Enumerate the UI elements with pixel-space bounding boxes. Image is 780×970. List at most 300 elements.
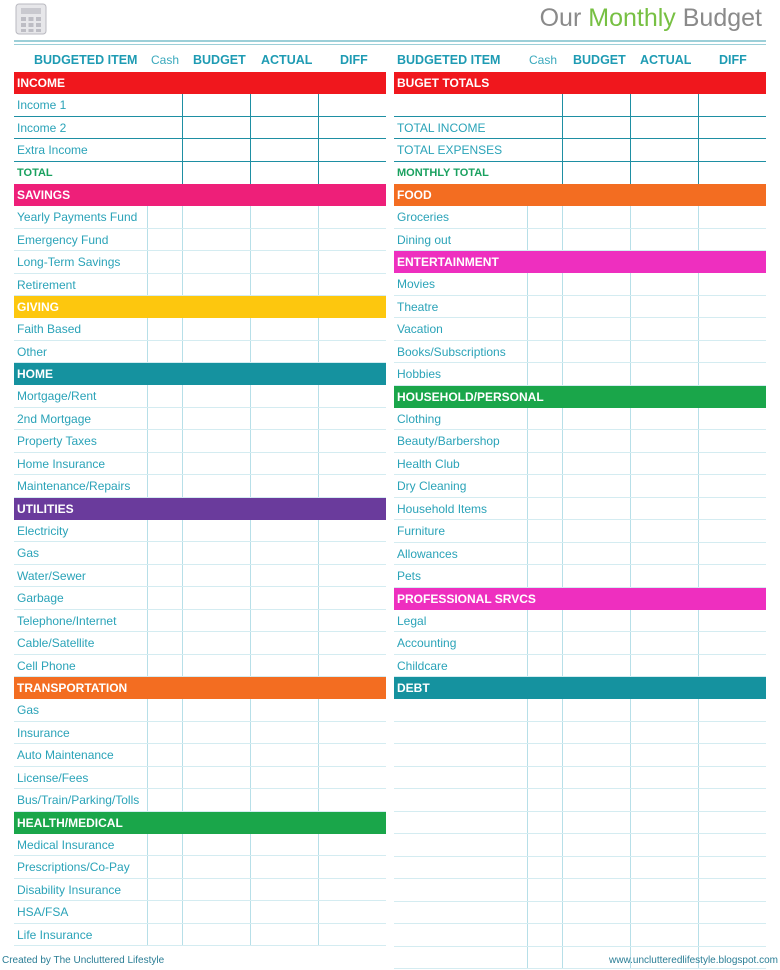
value-cell[interactable] bbox=[182, 408, 250, 430]
value-cell[interactable] bbox=[527, 610, 562, 632]
value-cell[interactable] bbox=[182, 542, 250, 564]
title-rule bbox=[14, 40, 766, 42]
value-cell[interactable] bbox=[250, 610, 318, 632]
value-cell[interactable] bbox=[147, 520, 182, 542]
value-cell[interactable] bbox=[182, 610, 250, 632]
value-cell[interactable] bbox=[562, 341, 630, 363]
value-cell[interactable] bbox=[527, 834, 562, 856]
value-cell[interactable] bbox=[698, 543, 766, 565]
value-cell[interactable] bbox=[527, 543, 562, 565]
cell-divider bbox=[527, 699, 528, 721]
cell-divider bbox=[182, 856, 183, 878]
col-header-diff-right: DIFF bbox=[719, 53, 747, 67]
value-cell[interactable] bbox=[527, 722, 562, 744]
value-cell[interactable] bbox=[698, 902, 766, 924]
value-cell[interactable] bbox=[147, 408, 182, 430]
cell-divider bbox=[147, 341, 148, 363]
value-cell[interactable] bbox=[698, 273, 766, 295]
value-cell[interactable] bbox=[630, 565, 698, 587]
value-cell[interactable] bbox=[630, 632, 698, 654]
value-cell[interactable] bbox=[698, 520, 766, 542]
value-cell[interactable] bbox=[630, 475, 698, 497]
value-cell[interactable] bbox=[562, 498, 630, 520]
value-cell[interactable] bbox=[630, 902, 698, 924]
value-cell[interactable] bbox=[250, 565, 318, 587]
value-cell[interactable] bbox=[250, 408, 318, 430]
cell-divider bbox=[562, 520, 563, 542]
value-cell[interactable] bbox=[562, 632, 630, 654]
value-cell[interactable] bbox=[182, 744, 250, 766]
value-cell[interactable] bbox=[562, 902, 630, 924]
value-cell[interactable] bbox=[527, 453, 562, 475]
value-cell[interactable] bbox=[527, 363, 562, 385]
value-cell[interactable] bbox=[698, 296, 766, 318]
value-cell[interactable] bbox=[182, 341, 250, 363]
cell-divider bbox=[147, 879, 148, 901]
value-cell[interactable] bbox=[182, 520, 250, 542]
summary-row bbox=[394, 139, 766, 162]
value-cell[interactable] bbox=[562, 318, 630, 340]
value-cell[interactable] bbox=[318, 274, 386, 296]
value-cell[interactable] bbox=[698, 318, 766, 340]
col-header-item-left: BUDGETED ITEM bbox=[34, 53, 138, 67]
cell-divider bbox=[182, 139, 183, 161]
value-cell[interactable] bbox=[182, 430, 250, 452]
value-cell[interactable] bbox=[318, 117, 386, 139]
value-cell[interactable] bbox=[182, 767, 250, 789]
value-cell[interactable] bbox=[527, 206, 562, 228]
value-cell[interactable] bbox=[698, 162, 766, 185]
value-cell[interactable] bbox=[562, 610, 630, 632]
value-cell[interactable] bbox=[182, 587, 250, 609]
value-cell[interactable] bbox=[250, 542, 318, 564]
row-label: Auto Maintenance bbox=[17, 748, 114, 762]
value-cell[interactable] bbox=[527, 857, 562, 879]
value-cell[interactable] bbox=[630, 543, 698, 565]
value-cell[interactable] bbox=[318, 206, 386, 228]
value-cell[interactable] bbox=[527, 789, 562, 811]
cell-divider bbox=[182, 699, 183, 721]
value-cell[interactable] bbox=[147, 744, 182, 766]
row-label: Life Insurance bbox=[17, 927, 93, 942]
value-cell[interactable] bbox=[698, 812, 766, 834]
value-cell[interactable] bbox=[527, 902, 562, 924]
value-cell[interactable] bbox=[250, 162, 318, 185]
value-cell[interactable] bbox=[318, 856, 386, 878]
value-cell[interactable] bbox=[147, 587, 182, 609]
value-cell[interactable] bbox=[318, 430, 386, 452]
value-cell[interactable] bbox=[250, 655, 318, 677]
section-header: PROFESSIONAL SRVCS bbox=[394, 588, 766, 610]
value-cell[interactable] bbox=[698, 117, 766, 139]
value-cell[interactable] bbox=[318, 385, 386, 407]
value-cell[interactable] bbox=[147, 341, 182, 363]
cell-divider bbox=[698, 744, 699, 766]
value-cell[interactable] bbox=[318, 341, 386, 363]
value-cell[interactable] bbox=[182, 901, 250, 923]
value-cell[interactable] bbox=[630, 812, 698, 834]
cell-divider bbox=[630, 498, 631, 520]
value-cell[interactable] bbox=[630, 363, 698, 385]
value-cell[interactable] bbox=[527, 632, 562, 654]
value-cell[interactable] bbox=[562, 924, 630, 946]
value-cell[interactable] bbox=[562, 453, 630, 475]
value-cell[interactable] bbox=[147, 610, 182, 632]
value-cell[interactable] bbox=[250, 341, 318, 363]
value-cell[interactable] bbox=[318, 587, 386, 609]
value-cell[interactable] bbox=[147, 655, 182, 677]
value-cell[interactable] bbox=[698, 498, 766, 520]
value-cell[interactable] bbox=[562, 834, 630, 856]
cell-divider bbox=[630, 902, 631, 924]
value-cell[interactable] bbox=[182, 699, 250, 721]
value-cell[interactable] bbox=[318, 610, 386, 632]
value-cell[interactable] bbox=[318, 834, 386, 856]
value-cell[interactable] bbox=[250, 430, 318, 452]
value-cell[interactable] bbox=[698, 834, 766, 856]
value-cell[interactable] bbox=[147, 901, 182, 923]
value-cell[interactable] bbox=[630, 520, 698, 542]
row-label: Bus/Train/Parking/Tolls bbox=[17, 793, 140, 807]
value-cell[interactable] bbox=[630, 767, 698, 789]
value-cell[interactable] bbox=[182, 655, 250, 677]
value-cell[interactable] bbox=[527, 879, 562, 901]
value-cell[interactable] bbox=[182, 789, 250, 811]
value-cell[interactable] bbox=[562, 789, 630, 811]
value-cell[interactable] bbox=[562, 162, 630, 185]
value-cell[interactable] bbox=[318, 655, 386, 677]
value-cell[interactable] bbox=[182, 722, 250, 744]
value-cell[interactable] bbox=[318, 699, 386, 721]
value-cell[interactable] bbox=[318, 229, 386, 251]
value-cell[interactable] bbox=[182, 229, 250, 251]
value-cell[interactable] bbox=[318, 767, 386, 789]
value-cell[interactable] bbox=[562, 565, 630, 587]
value-cell[interactable] bbox=[182, 565, 250, 587]
value-cell[interactable] bbox=[147, 924, 182, 946]
value-cell[interactable] bbox=[147, 856, 182, 878]
value-cell[interactable] bbox=[250, 924, 318, 946]
value-cell[interactable] bbox=[562, 430, 630, 452]
value-cell[interactable] bbox=[562, 94, 630, 116]
value-cell[interactable] bbox=[562, 475, 630, 497]
value-cell[interactable] bbox=[182, 139, 250, 161]
value-cell[interactable] bbox=[318, 901, 386, 923]
cell-divider bbox=[250, 206, 251, 228]
cell-divider bbox=[630, 117, 631, 139]
value-cell[interactable] bbox=[562, 273, 630, 295]
value-cell[interactable] bbox=[147, 475, 182, 497]
value-cell[interactable] bbox=[630, 789, 698, 811]
value-cell[interactable] bbox=[527, 767, 562, 789]
value-cell[interactable] bbox=[182, 924, 250, 946]
budget-row bbox=[394, 744, 766, 767]
cell-divider bbox=[250, 924, 251, 946]
value-cell[interactable] bbox=[147, 565, 182, 587]
value-cell[interactable] bbox=[630, 699, 698, 721]
value-cell[interactable] bbox=[562, 655, 630, 677]
value-cell[interactable] bbox=[630, 341, 698, 363]
value-cell[interactable] bbox=[527, 475, 562, 497]
value-cell[interactable] bbox=[182, 94, 250, 116]
value-cell[interactable] bbox=[182, 475, 250, 497]
value-cell[interactable] bbox=[250, 475, 318, 497]
cell-divider bbox=[562, 902, 563, 924]
value-cell[interactable] bbox=[182, 274, 250, 296]
cell-divider bbox=[698, 632, 699, 654]
value-cell[interactable] bbox=[318, 744, 386, 766]
value-cell[interactable] bbox=[630, 453, 698, 475]
value-cell[interactable] bbox=[250, 206, 318, 228]
value-cell[interactable] bbox=[527, 430, 562, 452]
value-cell[interactable] bbox=[182, 834, 250, 856]
value-cell[interactable] bbox=[250, 744, 318, 766]
value-cell[interactable] bbox=[630, 162, 698, 185]
value-cell[interactable] bbox=[698, 744, 766, 766]
value-cell[interactable] bbox=[562, 879, 630, 901]
value-cell[interactable] bbox=[250, 385, 318, 407]
value-cell[interactable] bbox=[318, 924, 386, 946]
value-cell[interactable] bbox=[318, 542, 386, 564]
value-cell[interactable] bbox=[527, 498, 562, 520]
value-cell[interactable] bbox=[698, 341, 766, 363]
value-cell[interactable] bbox=[630, 273, 698, 295]
value-cell[interactable] bbox=[318, 475, 386, 497]
value-cell[interactable] bbox=[630, 139, 698, 161]
value-cell[interactable] bbox=[250, 229, 318, 251]
value-cell[interactable] bbox=[562, 520, 630, 542]
value-cell[interactable] bbox=[527, 520, 562, 542]
value-cell[interactable] bbox=[147, 542, 182, 564]
value-cell[interactable] bbox=[562, 812, 630, 834]
value-cell[interactable] bbox=[698, 767, 766, 789]
value-cell[interactable] bbox=[182, 162, 250, 185]
value-cell[interactable] bbox=[147, 699, 182, 721]
cell-divider bbox=[250, 542, 251, 564]
value-cell[interactable] bbox=[250, 520, 318, 542]
value-cell[interactable] bbox=[630, 229, 698, 251]
value-cell[interactable] bbox=[527, 341, 562, 363]
cell-divider bbox=[318, 542, 319, 564]
value-cell[interactable] bbox=[527, 408, 562, 430]
value-cell[interactable] bbox=[527, 296, 562, 318]
value-cell[interactable] bbox=[318, 789, 386, 811]
value-cell[interactable] bbox=[562, 229, 630, 251]
value-cell[interactable] bbox=[630, 296, 698, 318]
value-cell[interactable] bbox=[147, 206, 182, 228]
cell-divider bbox=[527, 520, 528, 542]
cell-divider bbox=[527, 430, 528, 452]
value-cell[interactable] bbox=[698, 789, 766, 811]
cell-divider bbox=[250, 274, 251, 296]
total-label: MONTHLY TOTAL bbox=[397, 166, 489, 179]
value-cell[interactable] bbox=[698, 363, 766, 385]
row-label: Hobbies bbox=[397, 367, 442, 381]
value-cell[interactable] bbox=[250, 318, 318, 340]
value-cell[interactable] bbox=[147, 879, 182, 901]
value-cell[interactable] bbox=[698, 430, 766, 452]
value-cell[interactable] bbox=[318, 318, 386, 340]
value-cell[interactable] bbox=[562, 744, 630, 766]
value-cell[interactable] bbox=[318, 722, 386, 744]
value-cell[interactable] bbox=[698, 139, 766, 161]
value-cell[interactable] bbox=[562, 408, 630, 430]
value-cell[interactable] bbox=[147, 274, 182, 296]
budget-row bbox=[14, 318, 386, 341]
value-cell[interactable] bbox=[250, 722, 318, 744]
value-cell[interactable] bbox=[562, 857, 630, 879]
value-cell[interactable] bbox=[527, 947, 562, 969]
value-cell[interactable] bbox=[147, 834, 182, 856]
value-cell[interactable] bbox=[318, 251, 386, 273]
value-cell[interactable] bbox=[698, 408, 766, 430]
summary-row bbox=[394, 117, 766, 140]
value-cell[interactable] bbox=[250, 856, 318, 878]
value-cell[interactable] bbox=[182, 453, 250, 475]
value-cell[interactable] bbox=[562, 139, 630, 161]
value-cell[interactable] bbox=[630, 834, 698, 856]
value-cell[interactable] bbox=[630, 430, 698, 452]
value-cell[interactable] bbox=[698, 655, 766, 677]
value-cell[interactable] bbox=[562, 722, 630, 744]
value-cell[interactable] bbox=[182, 632, 250, 654]
value-cell[interactable] bbox=[147, 430, 182, 452]
value-cell[interactable] bbox=[250, 767, 318, 789]
value-cell[interactable] bbox=[318, 408, 386, 430]
value-cell[interactable] bbox=[147, 251, 182, 273]
value-cell[interactable] bbox=[250, 94, 318, 116]
value-cell[interactable] bbox=[318, 139, 386, 161]
cell-divider bbox=[562, 453, 563, 475]
value-cell[interactable] bbox=[527, 565, 562, 587]
value-cell[interactable] bbox=[698, 722, 766, 744]
cell-divider bbox=[250, 318, 251, 340]
value-cell[interactable] bbox=[182, 385, 250, 407]
value-cell[interactable] bbox=[630, 94, 698, 116]
value-cell[interactable] bbox=[318, 632, 386, 654]
row-label: Maintenance/Repairs bbox=[17, 479, 131, 493]
value-cell[interactable] bbox=[147, 229, 182, 251]
value-cell[interactable] bbox=[562, 699, 630, 721]
value-cell[interactable] bbox=[698, 565, 766, 587]
cell-divider bbox=[182, 744, 183, 766]
value-cell[interactable] bbox=[250, 879, 318, 901]
value-cell[interactable] bbox=[147, 722, 182, 744]
value-cell[interactable] bbox=[630, 879, 698, 901]
value-cell[interactable] bbox=[630, 655, 698, 677]
value-cell[interactable] bbox=[250, 587, 318, 609]
value-cell[interactable] bbox=[250, 453, 318, 475]
value-cell[interactable] bbox=[250, 789, 318, 811]
value-cell[interactable] bbox=[250, 117, 318, 139]
value-cell[interactable] bbox=[630, 206, 698, 228]
value-cell[interactable] bbox=[698, 924, 766, 946]
row-label: Dining out bbox=[397, 232, 452, 247]
value-cell[interactable] bbox=[147, 632, 182, 654]
cell-divider bbox=[527, 543, 528, 565]
value-cell[interactable] bbox=[698, 610, 766, 632]
value-cell[interactable] bbox=[630, 744, 698, 766]
value-cell[interactable] bbox=[698, 857, 766, 879]
value-cell[interactable] bbox=[698, 229, 766, 251]
value-cell[interactable] bbox=[698, 206, 766, 228]
value-cell[interactable] bbox=[698, 94, 766, 116]
cell-divider bbox=[562, 408, 563, 430]
value-cell[interactable] bbox=[630, 722, 698, 744]
value-cell[interactable] bbox=[562, 117, 630, 139]
value-cell[interactable] bbox=[630, 117, 698, 139]
cell-divider bbox=[527, 632, 528, 654]
value-cell[interactable] bbox=[182, 318, 250, 340]
col-header-diff-left: DIFF bbox=[340, 53, 368, 67]
value-cell[interactable] bbox=[318, 94, 386, 116]
value-cell[interactable] bbox=[318, 162, 386, 185]
value-cell[interactable] bbox=[182, 856, 250, 878]
budget-row bbox=[14, 229, 386, 252]
section-header: HEALTH/MEDICAL bbox=[14, 812, 386, 834]
row-label: Theatre bbox=[397, 299, 439, 314]
value-cell[interactable] bbox=[182, 206, 250, 228]
value-cell[interactable] bbox=[527, 655, 562, 677]
value-cell[interactable] bbox=[182, 117, 250, 139]
value-cell[interactable] bbox=[318, 453, 386, 475]
value-cell[interactable] bbox=[318, 520, 386, 542]
value-cell[interactable] bbox=[318, 879, 386, 901]
value-cell[interactable] bbox=[527, 273, 562, 295]
value-cell[interactable] bbox=[250, 901, 318, 923]
value-cell[interactable] bbox=[630, 857, 698, 879]
value-cell[interactable] bbox=[698, 453, 766, 475]
value-cell[interactable] bbox=[630, 318, 698, 340]
value-cell[interactable] bbox=[147, 318, 182, 340]
value-cell[interactable] bbox=[250, 632, 318, 654]
value-cell[interactable] bbox=[250, 139, 318, 161]
value-cell[interactable] bbox=[698, 475, 766, 497]
value-cell[interactable] bbox=[318, 565, 386, 587]
value-cell[interactable] bbox=[630, 924, 698, 946]
value-cell[interactable] bbox=[562, 767, 630, 789]
value-cell[interactable] bbox=[527, 318, 562, 340]
value-cell[interactable] bbox=[527, 744, 562, 766]
value-cell[interactable] bbox=[250, 251, 318, 273]
value-cell[interactable] bbox=[630, 610, 698, 632]
value-cell[interactable] bbox=[562, 363, 630, 385]
value-cell[interactable] bbox=[147, 789, 182, 811]
value-cell[interactable] bbox=[527, 229, 562, 251]
value-cell[interactable] bbox=[182, 879, 250, 901]
value-cell[interactable] bbox=[527, 924, 562, 946]
value-cell[interactable] bbox=[147, 453, 182, 475]
value-cell[interactable] bbox=[527, 699, 562, 721]
value-cell[interactable] bbox=[698, 879, 766, 901]
value-cell[interactable] bbox=[562, 296, 630, 318]
value-cell[interactable] bbox=[250, 834, 318, 856]
value-cell[interactable] bbox=[630, 498, 698, 520]
value-cell[interactable] bbox=[630, 408, 698, 430]
value-cell[interactable] bbox=[527, 812, 562, 834]
cell-divider bbox=[182, 901, 183, 923]
value-cell[interactable] bbox=[250, 274, 318, 296]
value-cell[interactable] bbox=[182, 251, 250, 273]
value-cell[interactable] bbox=[147, 767, 182, 789]
value-cell[interactable] bbox=[562, 206, 630, 228]
value-cell[interactable] bbox=[250, 699, 318, 721]
value-cell[interactable] bbox=[698, 632, 766, 654]
value-cell[interactable] bbox=[562, 543, 630, 565]
cell-divider bbox=[182, 341, 183, 363]
value-cell[interactable] bbox=[698, 699, 766, 721]
value-cell[interactable] bbox=[147, 385, 182, 407]
